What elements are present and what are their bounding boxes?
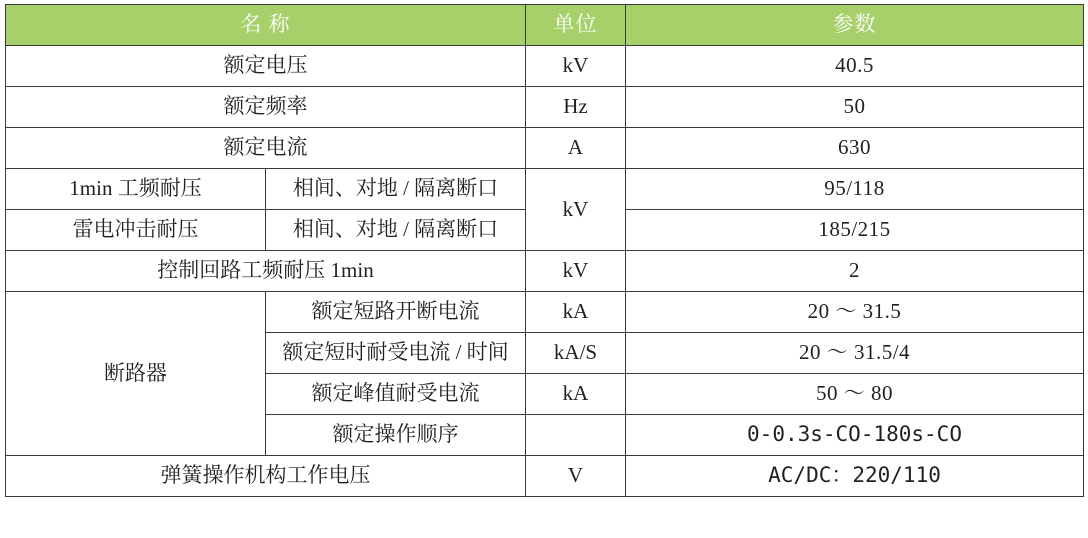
row-value: 630 [626, 128, 1084, 169]
row-value: 95/118 [626, 169, 1084, 210]
table-row [6, 292, 1084, 333]
row-name: 控制回路工频耐压 1min [6, 251, 526, 292]
row-unit: kA [526, 292, 626, 333]
header-name: 名 称 [6, 5, 526, 46]
row-value: 20 ～ 31.5 [626, 292, 1084, 333]
row-subname: 额定峰值耐受电流 [266, 374, 526, 415]
row-unit: kV [526, 46, 626, 87]
header-parameter: 参数 [626, 5, 1084, 46]
row-unit: kV [526, 169, 626, 251]
row-unit: A [526, 128, 626, 169]
header-row [6, 5, 1084, 46]
row-value: 50 [626, 87, 1084, 128]
row-name: 额定频率 [6, 87, 526, 128]
row-value: 40.5 [626, 46, 1084, 87]
row-name: 雷电冲击耐压 [6, 210, 266, 251]
row-subname: 相间、对地 / 隔离断口 [266, 210, 526, 251]
table-header [6, 5, 1084, 46]
row-subname: 相间、对地 / 隔离断口 [266, 169, 526, 210]
row-group-name: 断路器 [6, 292, 266, 456]
row-unit: Hz [526, 87, 626, 128]
table-row [6, 169, 1084, 210]
header-unit: 单位 [526, 5, 626, 46]
row-value: AC/DC：220/110 [626, 456, 1084, 497]
row-unit: V [526, 456, 626, 497]
row-name: 额定电流 [6, 128, 526, 169]
table-row [6, 251, 1084, 292]
row-subname: 额定短时耐受电流 / 时间 [266, 333, 526, 374]
row-unit: kA [526, 374, 626, 415]
row-name: 弹簧操作机构工作电压 [6, 456, 526, 497]
row-unit: kA/S [526, 333, 626, 374]
table-body [6, 46, 1084, 497]
row-name: 1min 工频耐压 [6, 169, 266, 210]
table-row [6, 87, 1084, 128]
row-name: 额定电压 [6, 46, 526, 87]
row-value: 20 ～ 31.5/4 [626, 333, 1084, 374]
row-value: 50 ～ 80 [626, 374, 1084, 415]
row-value: 185/215 [626, 210, 1084, 251]
row-value: 2 [626, 251, 1084, 292]
table-row [6, 46, 1084, 87]
row-subname: 额定短路开断电流 [266, 292, 526, 333]
row-unit: kV [526, 251, 626, 292]
row-unit [526, 415, 626, 456]
specification-table [5, 4, 1084, 497]
row-value: 0-0.3s-CO-180s-CO [626, 415, 1084, 456]
table-row [6, 128, 1084, 169]
row-subname: 额定操作顺序 [266, 415, 526, 456]
table-row [6, 456, 1084, 497]
